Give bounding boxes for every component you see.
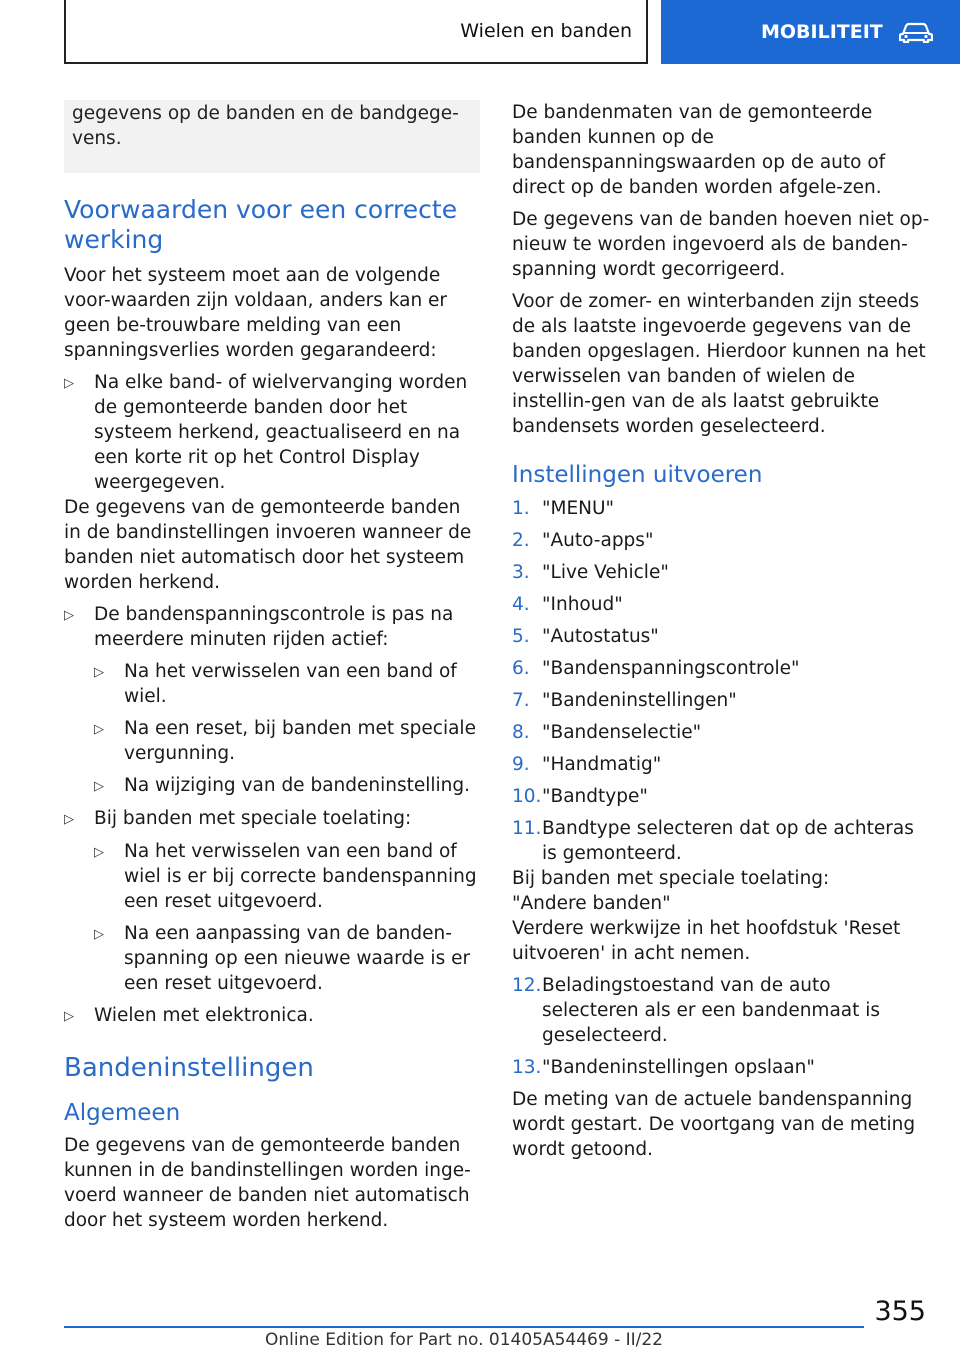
list-item-text: Bij banden met speciale toelating:: [94, 808, 412, 829]
section-header: [64, 0, 648, 64]
step-text: "Inhoud": [542, 594, 623, 615]
triangle-bullet-icon: ▷: [94, 665, 104, 680]
heading-perform-settings: Instellingen uitvoeren: [512, 462, 763, 488]
list-item: [64, 370, 480, 495]
step-number: 2.: [512, 530, 530, 551]
step-text: "Bandenselectie": [542, 722, 702, 743]
triangle-bullet-icon: ▷: [94, 722, 104, 737]
step-text: "Bandeninstellingen opslaan": [542, 1057, 815, 1078]
list-item: [64, 806, 480, 832]
footer-divider: [64, 1326, 864, 1328]
step-item: [512, 973, 932, 1048]
final-paragraph: De meting van de actuele bandenspanning wordt gestart. De voortgang van de meting wordt getoond.: [512, 1089, 916, 1160]
heading-tire-settings: Bandeninstellingen: [64, 1053, 314, 1083]
step-text: "MENU": [542, 498, 615, 519]
step-number: 9.: [512, 754, 530, 775]
sub-list-item-text: Na een aanpassing van de banden-spanning op een nieuwe waarde is er een reset uitgevoerd.: [124, 923, 471, 994]
section-title: Wielen en banden: [460, 20, 632, 42]
paragraph: De bandenmaten van de gemonteerde banden kunnen op de bandenspanningswaarden op de auto of direct op de banden worden afgele-zen.: [512, 102, 886, 198]
step-text: "Auto-apps": [542, 530, 654, 551]
step-item: [512, 592, 932, 617]
step-text: "Autostatus": [542, 626, 659, 647]
step-item: [512, 656, 932, 681]
conditions-intro: Voor het systeem moet aan de volgende voor-waarden zijn voldaan, anders kan er geen be-trouwbare melding van een spanningsverlies worden gegarandeerd:: [64, 265, 448, 361]
list-item-text: Na elke band- of wielvervanging worden de gemonteerde banden door het systeem herkend, geactualiseerd en na een korte rit op het Control Display weergegeven.: [94, 372, 468, 493]
step-item: [512, 720, 932, 745]
sub-list-item: [94, 773, 480, 799]
step-text: "Bandenspanningscontrole": [542, 658, 800, 679]
sub-list-item: [94, 716, 480, 766]
continued-text: gegevens op de banden en de bandgege-vens.: [72, 103, 459, 149]
triangle-bullet-icon: ▷: [64, 812, 74, 827]
chapter-header: [661, 0, 960, 64]
steps-list: [512, 496, 932, 1080]
footer-edition: Online Edition for Part no. 01405A54469 - II/22: [264, 1330, 663, 1350]
heading-conditions: Voorwaarden voor een correcte werking: [64, 195, 458, 254]
triangle-bullet-icon: ▷: [64, 1009, 74, 1024]
step-item: [512, 752, 932, 777]
sub-list-item-text: Na een reset, bij banden met speciale vergunning.: [124, 718, 476, 764]
step-item: [512, 496, 932, 521]
step-item: [512, 1055, 932, 1080]
step-text: Bandtype selecteren dat op de achteras is gemonteerd.: [542, 818, 914, 864]
step-item: [512, 560, 932, 585]
step-number: 13.: [512, 1057, 542, 1078]
chapter-title: MOBILITEIT: [761, 21, 883, 43]
continued-text-box: [64, 100, 480, 173]
step-note: Verdere werkwijze in het hoofdstuk 'Reset uitvoeren' in acht nemen.: [512, 918, 901, 964]
sub-list-item: [94, 921, 480, 996]
paragraph: Voor de zomer- en winterbanden zijn steeds de als laatste ingevoerde gegevens van de banden opgeslagen. Hierdoor kunnen na het verwisselen van banden of wielen de instellin-gen van de als laatst gebruikte bandensets worden geselecteerd.: [512, 291, 926, 437]
page-number: 355: [874, 1296, 926, 1327]
list-item-note: De gegevens van de gemonteerde banden in de bandinstellingen invoeren wanneer de banden niet automatisch door het systeem worden herkend.: [64, 497, 472, 593]
step-item: [512, 816, 932, 866]
step-item: [512, 528, 932, 553]
step-text: "Live Vehicle": [542, 562, 669, 583]
triangle-bullet-icon: ▷: [94, 927, 104, 942]
step-number: 1.: [512, 498, 530, 519]
triangle-bullet-icon: ▷: [64, 376, 74, 391]
left-column: [64, 100, 480, 1233]
triangle-bullet-icon: ▷: [94, 845, 104, 860]
step-text: "Handmatig": [542, 754, 662, 775]
paragraph: De gegevens van de banden hoeven niet op-nieuw te worden ingevoerd als de banden-spanning wordt gecorrigeerd.: [512, 209, 930, 280]
car-icon: [899, 21, 933, 43]
list-item-text: Wielen met elektronica.: [94, 1005, 314, 1026]
heading-general: Algemeen: [64, 1100, 181, 1126]
sub-list-item-text: Na het verwisselen van een band of wiel.: [124, 661, 457, 707]
step-number: 5.: [512, 626, 530, 647]
step-item: [512, 688, 932, 713]
step-number: 6.: [512, 658, 530, 679]
step-number: 10.: [512, 786, 542, 807]
list-item: [64, 1003, 480, 1029]
sub-list-item: [94, 659, 480, 709]
triangle-bullet-icon: ▷: [94, 779, 104, 794]
list-item-text: De bandenspanningscontrole is pas na meerdere minuten rijden actief:: [94, 604, 454, 650]
step-number: 4.: [512, 594, 530, 615]
right-column: [512, 100, 932, 1162]
list-item: [64, 602, 480, 652]
triangle-bullet-icon: ▷: [64, 608, 74, 623]
step-item: [512, 784, 932, 809]
step-item: [512, 624, 932, 649]
sub-list-item-text: Na het verwisselen van een band of wiel is er bij correcte bandenspanning een reset uitgevoerd.: [124, 841, 477, 912]
step-number: 11.: [512, 818, 542, 839]
general-text: De gegevens van de gemonteerde banden kunnen in de bandinstellingen worden inge-voerd wanneer de banden niet automatisch door het systeem worden herkend.: [64, 1135, 471, 1231]
sub-list-item: [94, 839, 480, 914]
step-number: 8.: [512, 722, 530, 743]
step-note: "Andere banden": [512, 893, 671, 914]
step-note: Bij banden met speciale toelating:: [512, 868, 830, 889]
sub-list-item-text: Na wijziging van de bandeninstelling.: [124, 775, 471, 796]
step-number: 3.: [512, 562, 530, 583]
step-text: "Bandtype": [542, 786, 648, 807]
step-number: 12.: [512, 975, 542, 996]
step-text: "Bandeninstellingen": [542, 690, 737, 711]
step-text: Beladingstoestand van de auto selecteren als er een bandenmaat is geselecteerd.: [542, 975, 881, 1046]
step-number: 7.: [512, 690, 530, 711]
